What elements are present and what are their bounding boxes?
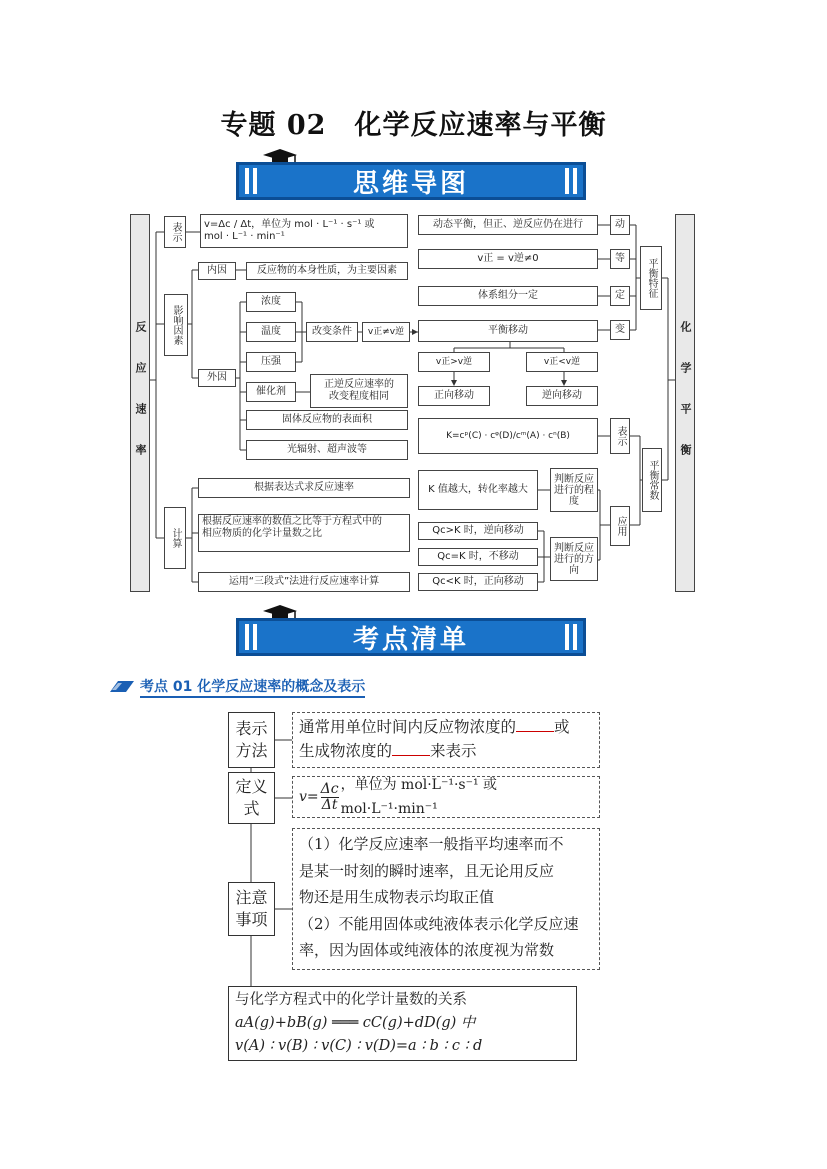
node-biaoshi2: 表示 <box>610 418 630 454</box>
cuihuaji-desc-1: 正逆反应速率的 <box>324 379 394 390</box>
node-v-gt: v正>v逆 <box>418 352 490 372</box>
kd-zhuyi-text <box>292 828 600 970</box>
page-title: 专题 02 化学反应速率与平衡 <box>220 110 607 141</box>
node-neiyin-desc: 反应物的本身性质，为主要因素 <box>246 262 408 280</box>
node-biaoshi: 表示 <box>164 216 186 248</box>
zy-line3: 物还是用生成物表示均取正值 <box>299 888 495 906</box>
node-K-big: K 值越大，转化率越大 <box>418 470 538 510</box>
kd-biaoshi-fangfa <box>228 712 275 768</box>
node-pingheng-yidong: 平衡移动 <box>418 320 598 342</box>
kd-dingyishi <box>228 772 275 824</box>
bs-text4: 来表示 <box>430 742 477 760</box>
node-bian: 变 <box>610 320 630 340</box>
kaodian-header-text: 考点 01 化学反应速率的概念及表示 <box>140 676 365 698</box>
calc2-line2: 相应物质的化学计量数之比 <box>202 528 322 539</box>
node-Qc-lt: Qc<K 时，正向移动 <box>418 573 538 591</box>
node-v-neq: v正≠v逆 <box>362 322 410 342</box>
node-gaibian: 改变条件 <box>306 322 358 342</box>
node-changshu: 平衡常数 <box>642 448 662 512</box>
rel-line1: 与化学方程式中的化学计量数的关系 <box>235 992 467 1008</box>
blank-2 <box>392 741 430 756</box>
node-v-lt: v正<v逆 <box>526 352 598 372</box>
zy-line4: （2）不能用固体或纯液体表示化学反应速 <box>299 914 579 933</box>
node-cuihuaji: 催化剂 <box>246 382 296 402</box>
mindmap-banner-label: 思维导图 <box>352 168 469 199</box>
node-zhengxiang: 正向移动 <box>418 386 490 406</box>
dy-den: Δt <box>321 796 338 813</box>
node-Qc-eq: Qc=K 时，不移动 <box>418 548 538 566</box>
node-neiyin: 内因 <box>198 262 236 280</box>
left-title: 反应速率 <box>134 321 147 485</box>
kd-dingyishi-label: 定义式 <box>235 777 268 818</box>
bs-text1: 通常用单位时间内反应物浓度的 <box>299 718 517 736</box>
kd-biaoshi-fangfa-label: 表示方法 <box>235 719 268 760</box>
bs-text2: 或 <box>554 718 570 736</box>
zy-line1: （1）化学反应速率一般指平均速率而不 <box>299 835 564 853</box>
kd-relation-box <box>228 986 577 1061</box>
zy-line5: 率，因为固体或纯液体的浓度视为常数 <box>299 941 555 959</box>
kd-zhuyi-label: 注意事项 <box>235 888 268 929</box>
node-waiyin: 外因 <box>198 369 236 387</box>
kd-dingyishi-text <box>292 776 600 818</box>
node-zufen: 体系组分一定 <box>418 286 598 306</box>
kd-biaoshi-text <box>292 712 600 768</box>
dy-unit: ，单位为 mol·L⁻¹·s⁻¹ 或 mol·L⁻¹·min⁻¹ <box>340 777 498 817</box>
dy-fraction <box>321 782 339 813</box>
checklist-banner-label: 考点清单 <box>352 624 469 655</box>
node-light: 光辐射、超声波等 <box>246 440 408 460</box>
node-tezheng: 平衡特征 <box>640 246 662 310</box>
node-yingxiang: 影响因素 <box>164 294 188 356</box>
rate-def-line1: v=Δc / Δt，单位为 mol · L⁻¹ · s⁻¹ 或 <box>204 219 375 230</box>
zy-line2: 是某一时刻的瞬时速率，且无论用反应 <box>299 861 555 880</box>
node-nongdu: 浓度 <box>246 292 296 312</box>
node-Qc-gt: Qc>K 时，逆向移动 <box>418 522 538 540</box>
node-solid-area: 固体反应物的表面积 <box>246 410 408 430</box>
rel-line3: v(A) ∶ v(B) ∶ v(C) ∶ v(D)=a ∶ b ∶ c ∶ d <box>235 1038 483 1054</box>
node-dongtai: 动态平衡，但正、逆反应仍在进行 <box>418 215 598 235</box>
right-title: 化学平衡 <box>679 321 692 485</box>
node-jisuan: 计算 <box>164 507 186 569</box>
node-deng: 等 <box>610 249 630 269</box>
node-judge1: 判断反应进行的程度 <box>550 468 598 512</box>
node-ding: 定 <box>610 286 630 306</box>
node-K-expr: K=cᵖ(C) · cᵠ(D)/cᵐ(A) · cⁿ(B) <box>418 418 598 454</box>
rel-line2: aA(g)+bB(g) ═══ cC(g)+dD(g) 中 <box>235 1015 476 1031</box>
rate-def-line2: mol · L⁻¹ · min⁻¹ <box>204 231 285 242</box>
node-calc1: 根据表达式求反应速率 <box>198 478 410 498</box>
node-yaqiang: 压强 <box>246 352 296 372</box>
node-wendu: 温度 <box>246 322 296 342</box>
node-judge2: 判断反应进行的方向 <box>550 537 598 581</box>
kd-zhuyi <box>228 882 275 936</box>
node-dong: 动 <box>610 215 630 235</box>
node-calc3: 运用“三段式”法进行反应速率计算 <box>198 572 410 592</box>
node-nixiang: 逆向移动 <box>526 386 598 406</box>
dy-v: v= <box>299 789 319 805</box>
dy-num: Δc <box>320 780 339 797</box>
calc2-line1: 根据反应速率的数值之比等于方程式中的 <box>202 516 382 527</box>
bs-text3: 生成物浓度的 <box>299 742 393 760</box>
cuihuaji-desc-2: 改变程度相同 <box>329 391 389 402</box>
blank-1 <box>516 717 554 732</box>
node-v-eq: v正 = v逆≠0 <box>418 249 598 269</box>
node-yingyong: 应用 <box>610 506 630 546</box>
